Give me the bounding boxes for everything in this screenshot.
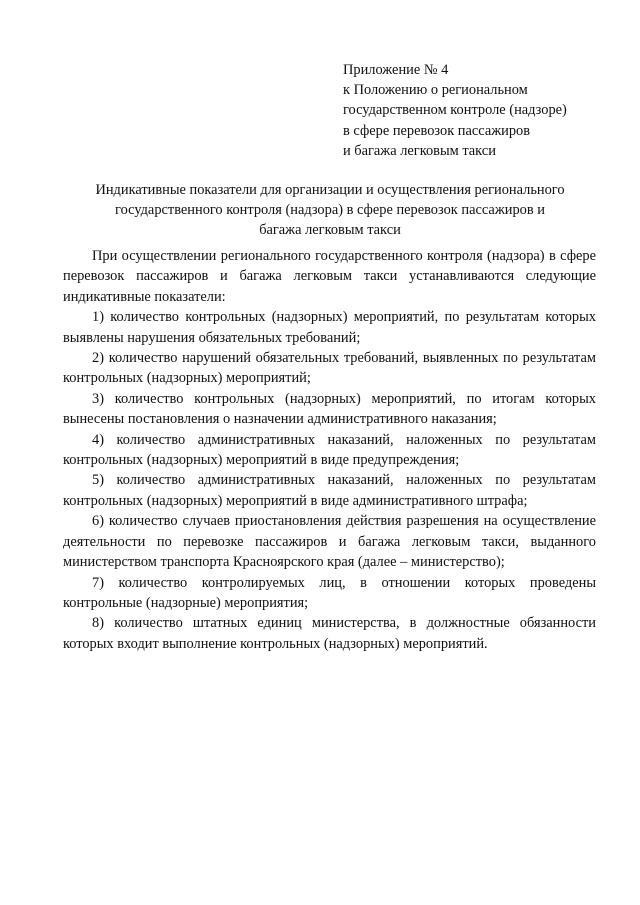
document-title <box>60 180 600 241</box>
annex-header <box>343 60 623 161</box>
annex-reference-line: в сфере перевозок пассажиров <box>343 122 531 139</box>
indicator-item-6: 6) количество случаев приостановления действия разрешения на осуществление деятельности по перевозке пассажиров и багажа легковым такси, выданного министерством транспорта Красноярского края (далее – министерство); <box>63 513 596 571</box>
indicator-item-4: 4) количество административных наказаний, наложенных по результатам контрольных (надзорных) мероприятий в виде предупреждения; <box>63 431 596 469</box>
indicator-item-1: 1) количество контрольных (надзорных) мероприятий, по результатам которых выявлены нарушения обязательных требований; <box>63 309 596 346</box>
indicator-item-7: 7) количество контролируемых лиц, в отношении которых проведены контрольные (надзорные) мероприятия; <box>63 574 596 611</box>
title-line: багажа легковым такси <box>259 222 401 239</box>
annex-reference-line: к Положению о региональном <box>343 82 528 99</box>
annex-number: Приложение № 4 <box>343 62 449 78</box>
annex-reference-line: государственном контроле (надзоре) <box>343 102 567 119</box>
indicator-item-8: 8) количество штатных единиц министерства, в должностные обязанности которых входит выполнение контрольных (надзорных) мероприятий. <box>63 615 596 652</box>
document-body <box>63 246 596 654</box>
indicator-item-5: 5) количество административных наказаний, наложенных по результатам контрольных (надзорных) мероприятий в виде административного штрафа; <box>63 472 596 509</box>
annex-reference-line: и багажа легковым такси <box>343 142 496 159</box>
intro-paragraph: При осуществлении регионального государственного контроля (надзора) в сфере перевозок пассажиров и багажа легковым такси устанавливаются следующие индикативные показатели: <box>63 248 596 305</box>
title-line: Индикативные показатели для организации и осуществления регионального <box>95 182 565 198</box>
indicator-item-2: 2) количество нарушений обязательных требований, выявленных по результатам контрольных (надзорных) мероприятий; <box>63 350 596 387</box>
indicator-item-3: 3) количество контрольных (надзорных) мероприятий, по итогам которых вынесены постановления о назначении административного наказания; <box>63 390 596 428</box>
title-line: государственного контроля (надзора) в сфере перевозок пассажиров и <box>115 202 545 219</box>
